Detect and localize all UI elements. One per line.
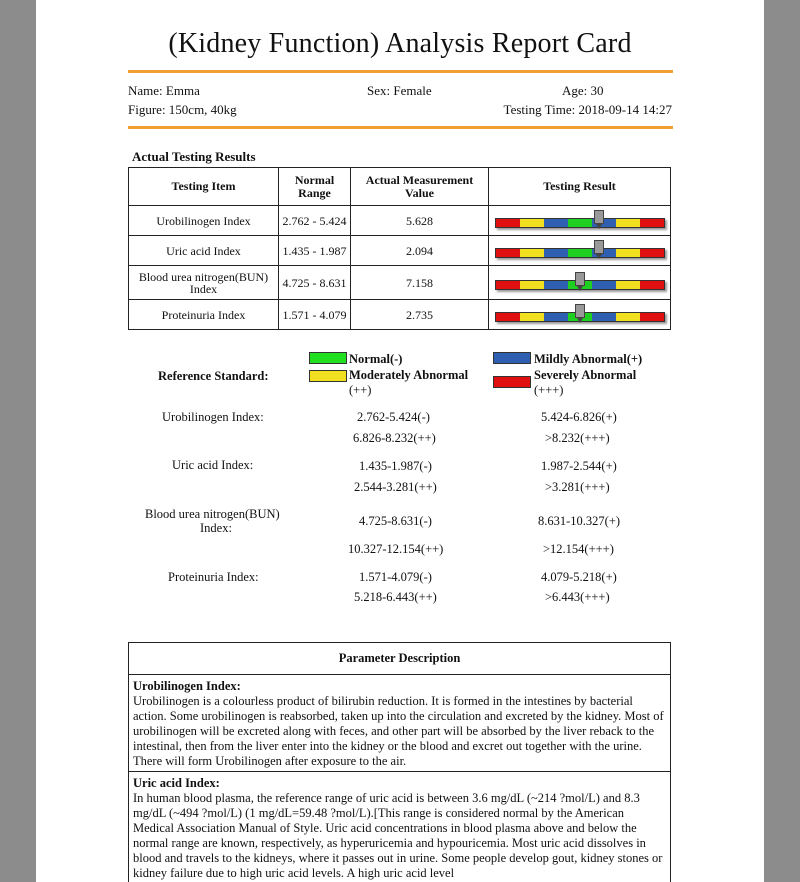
legend-swatch-severe xyxy=(493,376,531,388)
gauge-segment xyxy=(592,313,616,321)
row-result xyxy=(489,266,671,300)
gauge-segment xyxy=(616,281,640,289)
parameter-description xyxy=(128,642,671,882)
result-gauge xyxy=(495,280,665,290)
row-item: Proteinuria Index xyxy=(129,300,279,330)
legend-sub-severe: (+++) xyxy=(534,383,564,397)
gauge-segment xyxy=(640,313,664,321)
top-divider xyxy=(128,70,673,73)
row-result xyxy=(489,236,671,266)
table-row xyxy=(129,300,671,330)
gauge-segment xyxy=(544,219,568,227)
gauge-segment xyxy=(520,313,544,321)
ref-moderate: 10.327-12.154(++) xyxy=(348,542,444,556)
ref-mild: 5.424-6.826(+) xyxy=(541,410,617,424)
gauge-bar xyxy=(495,248,665,258)
table-row xyxy=(129,206,671,236)
testing-time: Testing Time: 2018-09-14 14:27 xyxy=(503,102,672,117)
gauge-marker-icon xyxy=(575,304,585,318)
patient-age: Age: 30 xyxy=(562,83,604,98)
gauge-segment xyxy=(616,313,640,321)
header-testing-item: Testing Item xyxy=(129,168,279,206)
row-result xyxy=(489,300,671,330)
header-testing-result: Testing Result xyxy=(489,168,671,206)
gauge-segment xyxy=(592,281,616,289)
ref-moderate: 2.544-3.281(++) xyxy=(354,480,437,494)
row-value: 7.158 xyxy=(351,266,489,300)
ref-item-name: Blood urea nitrogen(BUN) xyxy=(145,507,280,521)
legend-swatch-moderate xyxy=(309,370,347,382)
gauge-segment xyxy=(640,219,664,227)
row-item: Blood urea nitrogen(BUN) Index xyxy=(129,266,279,300)
table-row xyxy=(129,266,671,300)
row-item: Urobilinogen Index xyxy=(129,206,279,236)
reference-label: Reference Standard: xyxy=(158,369,269,383)
gauge-marker-icon xyxy=(594,240,604,254)
row-range: 1.435 - 1.987 xyxy=(279,236,351,266)
ref-item-name-cont: Index: xyxy=(200,521,232,535)
report-title: (Kidney Function) Analysis Report Card xyxy=(168,28,632,59)
description-text: In human blood plasma, the reference range of uric acid is between 3.6 mg/dL (~214 ?mol/L) and 8.3 mg/dL (~494 ?mol/L) (1 mg/dL=59.48 ?mol/L).[This range is considered normal by the American Medical Association Manual of Style. Uric acid concentrations in blood plasma above and below the normal range are known, respectively, as hyperuricemia and hypouricemia. Most uric acid dissolves in blood and travels to the kidneys, where it passes out in urine. Some people develop gout, kidney stones or kidney failure due to high uric acid levels. A high uric acid level xyxy=(133,791,663,880)
patient-figure: Figure: 150cm, 40kg xyxy=(128,102,237,117)
gauge-segment xyxy=(496,219,520,227)
patient-sex: Sex: Female xyxy=(367,83,432,98)
gauge-segment xyxy=(616,219,640,227)
report-page xyxy=(36,0,764,882)
gauge-segment xyxy=(544,249,568,257)
gauge-segment xyxy=(568,249,592,257)
row-range: 2.762 - 5.424 xyxy=(279,206,351,236)
legend-swatch-mild xyxy=(493,352,531,364)
ref-severe: >3.281(+++) xyxy=(545,480,610,494)
description-block xyxy=(129,772,670,882)
ref-moderate: 6.826-8.232(++) xyxy=(353,431,436,445)
gauge-segment xyxy=(520,281,544,289)
results-section-title: Actual Testing Results xyxy=(132,149,256,164)
results-table xyxy=(128,167,671,330)
row-range: 1.571 - 4.079 xyxy=(279,300,351,330)
gauge-segment xyxy=(640,249,664,257)
ref-normal: 1.435-1.987(-) xyxy=(359,459,432,473)
ref-normal: 4.725-8.631(-) xyxy=(359,514,432,528)
description-header: Parameter Description xyxy=(129,643,670,675)
legend-label-mild: Mildly Abnormal(+) xyxy=(534,352,643,366)
header-normal-range: Normal Range xyxy=(279,168,351,206)
result-gauge xyxy=(495,218,665,228)
description-heading: Uric acid Index: xyxy=(133,776,220,790)
ref-normal: 1.571-4.079(-) xyxy=(359,570,432,584)
ref-item-name: Uric acid Index: xyxy=(172,458,254,472)
ref-item-name: Urobilinogen Index: xyxy=(162,410,264,424)
gauge-segment xyxy=(544,313,568,321)
ref-mild: 1.987-2.544(+) xyxy=(541,459,617,473)
ref-severe: >6.443(+++) xyxy=(545,590,610,604)
info-divider xyxy=(128,126,673,129)
table-row xyxy=(129,236,671,266)
results-header-row xyxy=(129,168,671,206)
gauge-marker-icon xyxy=(575,272,585,286)
row-range: 4.725 - 8.631 xyxy=(279,266,351,300)
result-gauge xyxy=(495,312,665,322)
legend-label-normal: Normal(-) xyxy=(349,352,403,366)
gauge-segment xyxy=(520,219,544,227)
gauge-segment xyxy=(496,281,520,289)
ref-severe: >12.154(+++) xyxy=(543,542,614,556)
gauge-segment xyxy=(496,313,520,321)
gauge-segment xyxy=(496,249,520,257)
legend-swatch-normal xyxy=(309,352,347,364)
row-result xyxy=(489,206,671,236)
gauge-segment xyxy=(616,249,640,257)
legend-sub-moderate: (++) xyxy=(349,383,372,397)
gauge-marker-icon xyxy=(594,210,604,224)
ref-mild: 8.631-10.327(+) xyxy=(538,514,621,528)
gauge-segment xyxy=(640,281,664,289)
legend-label-moderate: Moderately Abnormal xyxy=(349,368,469,382)
result-gauge xyxy=(495,248,665,258)
row-value: 5.628 xyxy=(351,206,489,236)
patient-name: Name: Emma xyxy=(128,83,200,98)
gauge-segment xyxy=(544,281,568,289)
legend-label-severe: Severely Abnormal xyxy=(534,368,637,382)
gauge-bar xyxy=(495,218,665,228)
row-item: Uric acid Index xyxy=(129,236,279,266)
gauge-segment xyxy=(520,249,544,257)
gauge-segment xyxy=(568,219,592,227)
ref-item-name: Proteinuria Index: xyxy=(168,570,259,584)
description-text: Urobilinogen is a colourless product of bilirubin reduction. It is formed in the intestines by bacterial action. Some urobilinogen is reabsorbed, taken up into the circulation and excreted by the kidney. Most of urobilinogen will be excreted along with feces, and other part will be absorbed by the liver reback to the intestinal, then from the liver enter into the kidney or the blood and excret out together with the urine. There will form Urobilinogen after exposure to the air. xyxy=(133,694,664,768)
ref-severe: >8.232(+++) xyxy=(545,431,610,445)
ref-normal: 2.762-5.424(-) xyxy=(357,410,430,424)
row-value: 2.735 xyxy=(351,300,489,330)
row-value: 2.094 xyxy=(351,236,489,266)
description-block xyxy=(129,675,670,772)
ref-mild: 4.079-5.218(+) xyxy=(541,570,617,584)
header-actual-value: Actual Measurement Value xyxy=(351,168,489,206)
ref-moderate: 5.218-6.443(++) xyxy=(354,590,437,604)
description-heading: Urobilinogen Index: xyxy=(133,679,241,693)
